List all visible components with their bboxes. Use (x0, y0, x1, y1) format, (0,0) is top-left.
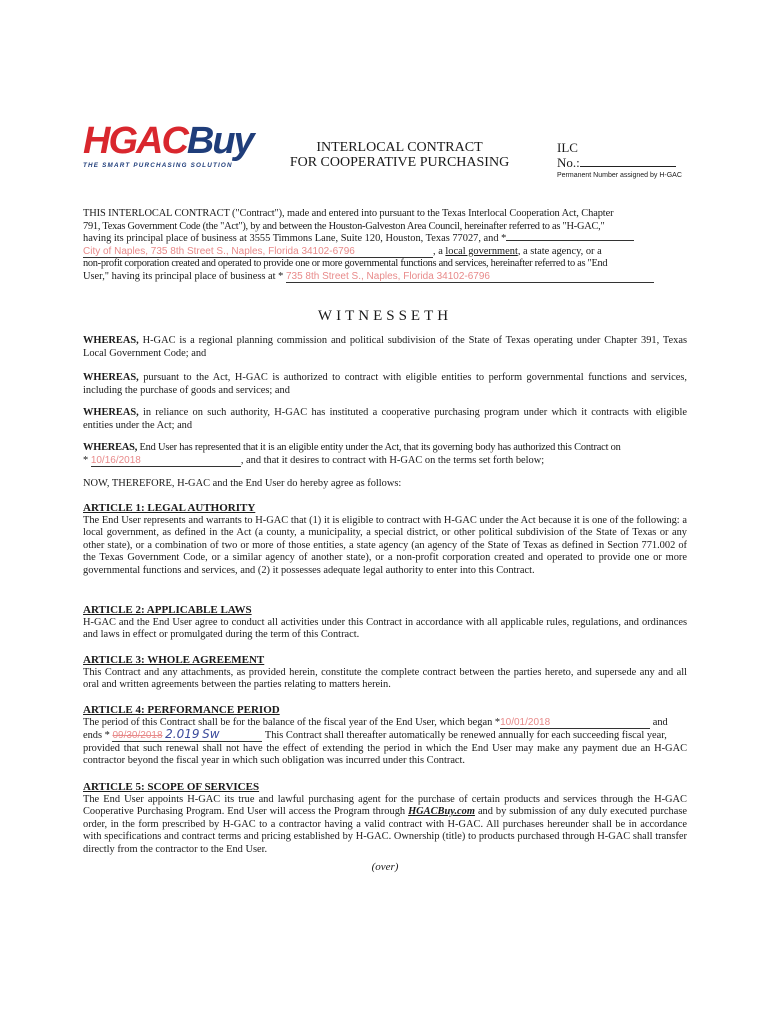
end-user-name-field[interactable]: City of Naples, 735 8th Street S., Naples, Florida 34102-6796 (83, 246, 433, 258)
intro-line-5: non-profit corporation created and operated to provide one or more governmental functions and services, hereinafter referred to as "End (83, 258, 608, 270)
article-1 (83, 502, 687, 578)
whereas-2-text: pursuant to the Act, H-GAC is authorized to contract with eligible entities to perform governmental functions and services, including the purchase of goods and services; and (83, 372, 687, 396)
logo-wordmark (83, 122, 263, 160)
intro-line-4-end: , a state agency, or a (517, 245, 602, 257)
whereas-3 (83, 407, 687, 432)
whereas-4-line-2: , and that it desires to contract with H-GAC on the terms set forth below; (240, 454, 545, 466)
article-4-line-2: This Contract shall thereafter automatically be renewed annually for each succeeding fiscal year, (262, 730, 667, 742)
article-4 (83, 704, 687, 768)
permanent-number-note: Permanent Number assigned by H-GAC (557, 172, 682, 179)
intro-line-6: User," having its principal place of business at * (83, 270, 284, 282)
article-5-heading: ARTICLE 5: SCOPE OF SERVICES (83, 781, 260, 793)
fiscal-year-begin-field[interactable]: 10/01/2018 (500, 717, 650, 729)
article-2-text: H-GAC and the End User agree to conduct all activities under this Contract in accordance with all applicable rules, regulations, and ordinances and laws in effect or promulgated during the term of this Contract. (83, 616, 687, 641)
whereas-3-text: in reliance on such authority, H-GAC has instituted a cooperative purchasing program under which it contracts with eligible entities under the Act; and (83, 407, 687, 431)
intro-line-2: 791, Texas Government Code (the "Act"), by and between the Houston-Galveston Area Council, hereinafter referred to as "H-GAC," (83, 220, 605, 232)
article-2-heading: ARTICLE 2: APPLICABLE LAWS (83, 604, 252, 616)
whereas-4-star: * (83, 454, 89, 466)
over-note: (over) (371, 861, 399, 873)
handwritten-initials: Sw (202, 727, 220, 742)
intro-paragraph (83, 208, 687, 284)
ilc-number-field[interactable] (580, 156, 676, 167)
article-2 (83, 604, 687, 642)
article-4-heading: ARTICLE 4: PERFORMANCE PERIOD (83, 704, 280, 716)
intro-blank[interactable] (506, 240, 634, 241)
article-4-ends-label: ends * (83, 730, 110, 742)
logo-hgac: HGAC (83, 120, 187, 162)
fiscal-year-end-field[interactable] (112, 729, 262, 742)
article-5-text-before: The End User appoints H-GAC its true and lawful purchasing agent for the purchase of certain products and services through the H-GAC Cooperative Purchasing Program. End User will access the Program through (83, 793, 687, 818)
whereas-4-bold: WHEREAS, (83, 442, 138, 453)
witnesseth-heading: WITNESSETH (317, 308, 453, 324)
whereas-2-bold: WHEREAS, (83, 372, 139, 383)
whereas-1-bold: WHEREAS, (83, 335, 139, 346)
title-line-2: FOR COOPERATIVE PURCHASING (289, 155, 510, 170)
article-3-text: This Contract and any attachments, as provided herein, constitute the complete contract between the parties hereto, and supersede any and all oral and written agreements between the parties relating to matters herein. (83, 666, 687, 691)
whereas-1-text: H-GAC is a regional planning commission and political subdivision of the State of Texas operating under Chapter 391, Texas Local Government Code; and (83, 335, 687, 359)
document-title (272, 140, 527, 170)
hgacbuy-link[interactable]: HGACBuy.com (408, 806, 475, 818)
intro-line-4-mid: , a (433, 245, 446, 257)
intro-line-1: THIS INTERLOCAL CONTRACT ("Contract"), made and entered into pursuant to the Texas Interlocal Cooperation Act, Chapter (83, 208, 614, 219)
whereas-4-line-1: End User has represented that it is an eligible entity under the Act, that its governing body has authorized this Contract on (137, 442, 621, 453)
local-government-underlined: local government (445, 245, 518, 257)
article-3 (83, 654, 687, 692)
now-therefore: NOW, THEREFORE, H-GAC and the End User do hereby agree as follows: (83, 478, 402, 489)
article-1-text: The End User represents and warrants to H-GAC that (1) it is eligible to contract with H-GAC under the Act because it is one of the following: a local government, as defined in the Act (a county, a municipality, a special district, or other political subdivision of the State of Texas or any other state), or a combination of two or more of those entities, a state agency (an agency of the State of Texas as defined in Section 771.002 of the Texas Government Code, or a similar agency of another state), or a non-profit corporation created and operated to provide one or more governmental functions and services, and (2) it possesses adequate legal authority to enter into this Contract. (83, 514, 687, 576)
no-label: No.: (557, 155, 580, 170)
logo-tagline: THE SMART PURCHASING SOLUTION (83, 162, 233, 169)
ilc-label: ILC (557, 140, 578, 155)
whereas-3-bold: WHEREAS, (83, 407, 139, 418)
ilc-number-box (557, 140, 676, 170)
logo-buy: Buy (186, 120, 253, 162)
end-date-struck: 09/30/2018 (112, 730, 163, 742)
article-5 (83, 781, 687, 857)
authorization-date-field[interactable]: 10/16/2018 (91, 455, 241, 467)
whereas-1 (83, 335, 687, 360)
article-1-heading: ARTICLE 1: LEGAL AUTHORITY (83, 502, 256, 514)
intro-line-3: having its principal place of business at 3555 Timmons Lane, Suite 120, Houston, Texas 77027, and * (83, 233, 507, 245)
handwritten-year: 2.019 (165, 727, 200, 742)
end-user-address-field[interactable]: 735 8th Street S., Naples, Florida 34102-6796 (286, 271, 654, 283)
article-4-and: and (652, 716, 668, 728)
hgacbuy-logo (83, 122, 263, 174)
whereas-4 (83, 442, 687, 467)
article-4-rest: provided that such renewal shall not have the effect of extending the period in which the End User may make any payment due an H-GAC contractor beyond the fiscal year in which such obligation was incurred under this Contract. (83, 742, 687, 767)
article-3-heading: ARTICLE 3: WHOLE AGREEMENT (83, 654, 265, 666)
whereas-2 (83, 372, 687, 397)
article-5-text-after: and by submission of any duly executed purchase order, in the form prescribed by H-GAC to a contractor having a valid contract with H-GAC. All purchases hereunder shall be in accordance with specifications and contract terms and pricing established by H-GAC. Ownership (title) to products purchased through H-GAC shall transfer directly from the contractor to the End User. (83, 806, 687, 855)
title-line-1: INTERLOCAL CONTRACT (316, 140, 483, 155)
article-4-line-1: The period of this Contract shall be for the balance of the fiscal year of the End User, which began * (83, 716, 501, 728)
